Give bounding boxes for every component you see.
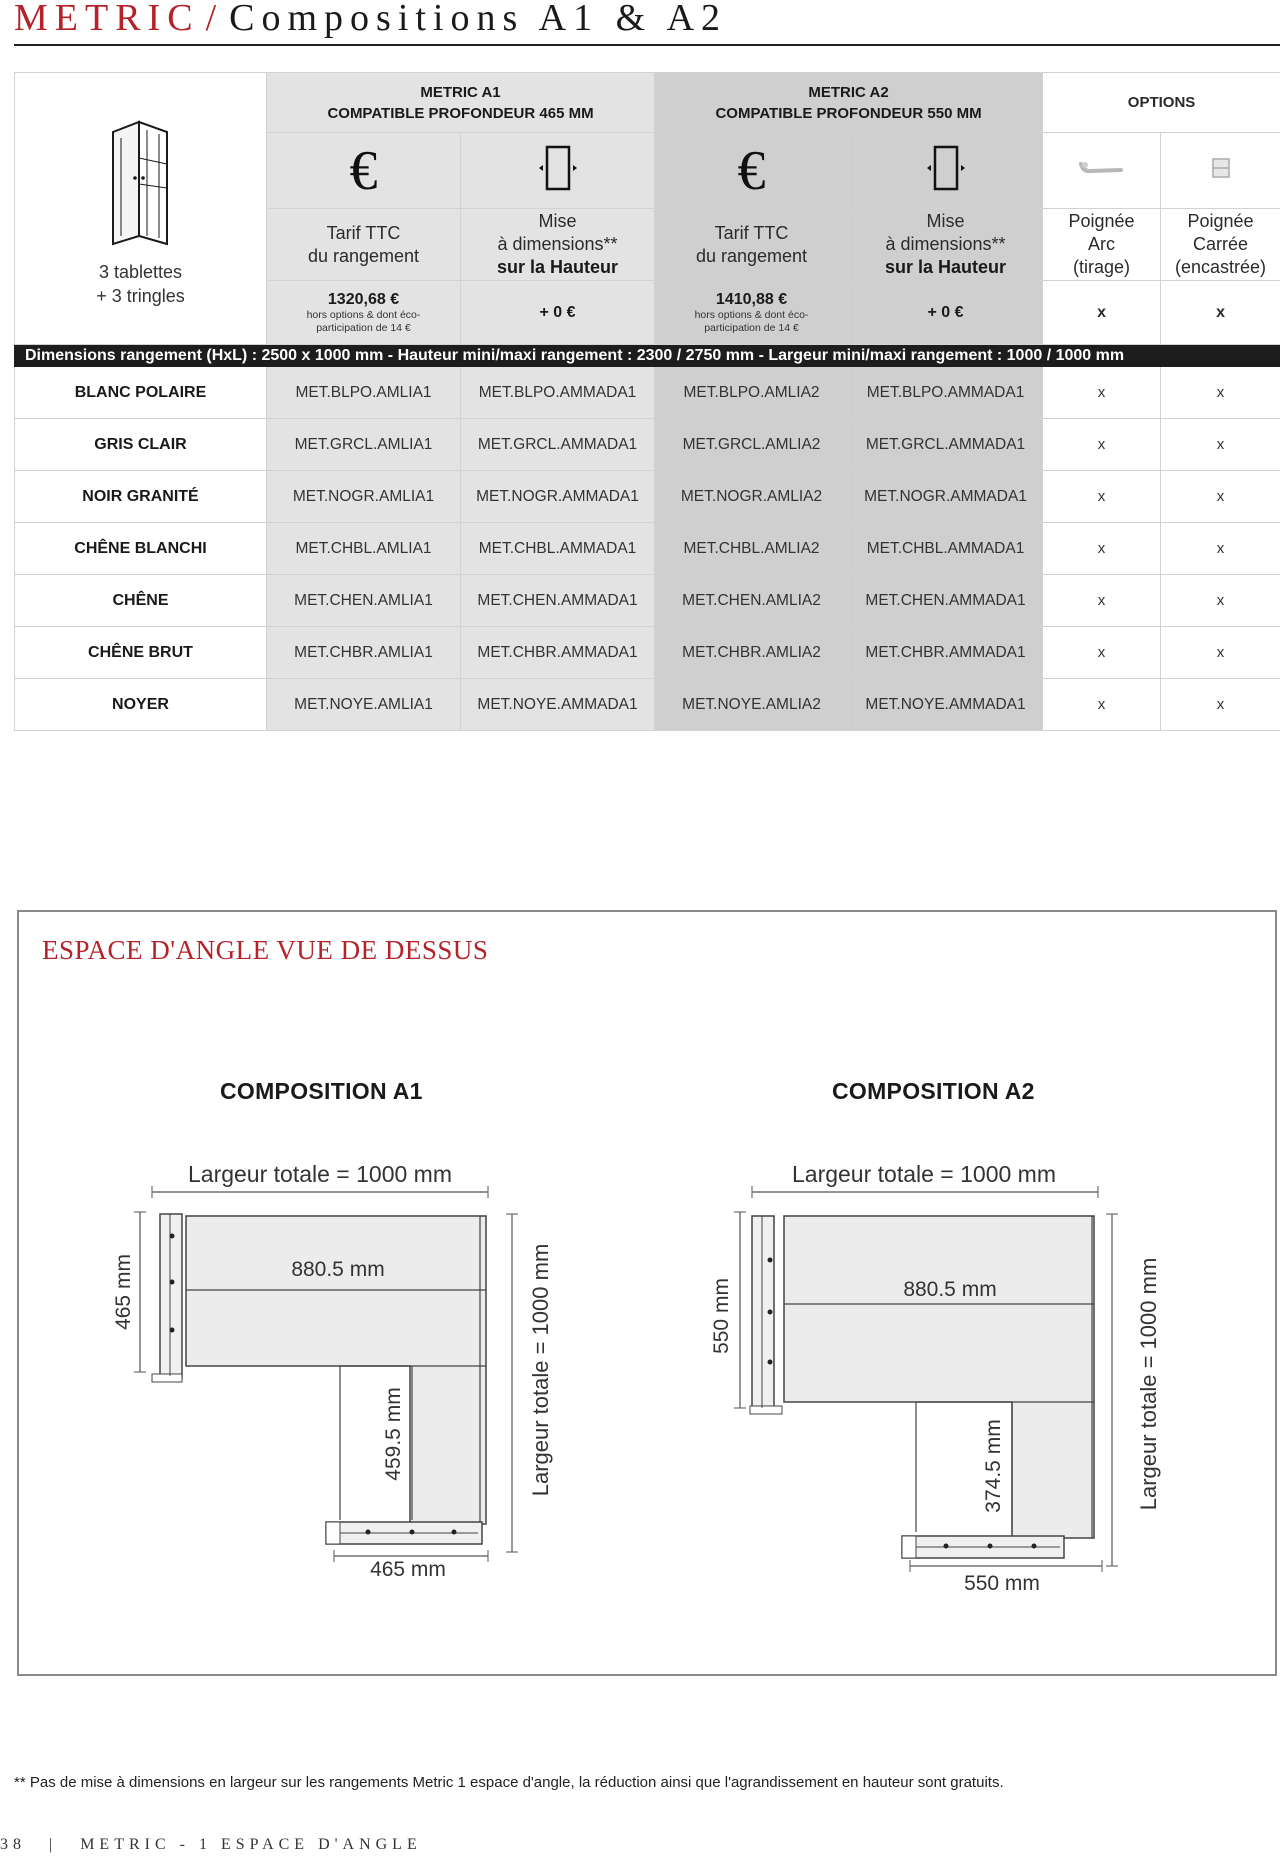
a2-price-note: hors options & dont éco- participation de 14 € (694, 308, 809, 334)
composition-a1-title: COMPOSITION A1 (220, 1078, 423, 1104)
a2-reference: MET.CHEN.AMLIA2 (682, 591, 821, 609)
a2-reference: MET.NOGR.AMLIA2 (680, 487, 823, 505)
a2-price: 1410,88 € (715, 290, 788, 308)
header-separator: / (205, 0, 224, 39)
carree-option: x (1216, 487, 1225, 505)
metric-a2-title: METRIC A2 (808, 83, 889, 101)
a1-inner-width: 880.5 mm (291, 1258, 385, 1281)
page-subtitle: Compositions A1 & A2 (229, 0, 728, 39)
a2-mise-reference: MET.CHEN.AMMADA1 (865, 591, 1026, 609)
carree-value: x (1216, 303, 1225, 321)
page-footer (0, 1836, 422, 1854)
a2-mise-reference: MET.CHBR.AMMADA1 (865, 643, 1026, 661)
carree-option: x (1216, 435, 1225, 453)
page-number: 38 (0, 1836, 26, 1853)
a2-inner-depth: 374.5 mm (982, 1419, 1005, 1513)
a1-reference: MET.GRCL.AMLIA1 (294, 435, 433, 453)
carree-option: x (1216, 539, 1225, 557)
options-title: OPTIONS (1127, 93, 1196, 111)
carree-option: x (1216, 383, 1225, 401)
dimensions-banner: Dimensions rangement (HxL) : 2500 x 1000 mm - Hauteur mini/maxi rangement : 2300 / 2750 mm - Largeur mini/maxi rangement : 1000 / 1000 mm (15, 345, 1280, 367)
a2-mise-text: Mise à dimensions** (885, 211, 1006, 254)
a1-depth: 465 mm (112, 1254, 135, 1330)
color-name: GRIS CLAIR (94, 435, 187, 453)
a1-reference: MET.NOYE.AMLIA1 (294, 695, 433, 713)
brand-title: METRIC (14, 0, 200, 39)
a1-largeur-side: Largeur totale = 1000 mm (528, 1243, 553, 1497)
a1-reference: MET.CHEN.AMLIA1 (294, 591, 433, 609)
a1-largeur-top: Largeur totale = 1000 mm (187, 1161, 453, 1187)
a2-mise-reference: MET.BLPO.AMMADA1 (866, 383, 1025, 401)
metric-a2-subtitle: COMPATIBLE PROFONDEUR 550 MM (715, 104, 982, 122)
a1-mise-bold: sur la Hauteur (496, 257, 619, 277)
footnote: ** Pas de mise à dimensions en largeur sur les rangements Metric 1 espace d'angle, la réduction ainsi que l'agrandissement en hauteur sont gratuits. (14, 1774, 1004, 1791)
metric-a1-title: METRIC A1 (420, 83, 501, 101)
a1-tarif-text: Tarif TTC du rangement (307, 222, 420, 266)
a2-reference: MET.CHBL.AMLIA2 (683, 539, 820, 557)
color-name: BLANC POLAIRE (74, 383, 207, 401)
color-name: NOYER (112, 695, 169, 713)
a1-mise-reference: MET.CHBL.AMMADA1 (478, 539, 637, 557)
a2-bottom: 550 mm (964, 1572, 1040, 1595)
product-content: 3 tablettes + 3 tringles (96, 261, 185, 306)
composition-a1-drawing (112, 1161, 553, 1581)
color-name: NOIR GRANITÉ (82, 487, 199, 505)
a1-mise-reference: MET.CHBR.AMMADA1 (477, 643, 638, 661)
a2-mise-reference: MET.NOGR.AMMADA1 (864, 487, 1027, 505)
a1-price: 1320,68 € (327, 290, 400, 308)
a1-reference: MET.CHBR.AMLIA1 (294, 643, 433, 661)
a1-mise-price: + 0 € (539, 303, 576, 321)
a1-bottom: 465 mm (370, 1558, 446, 1581)
a2-mise-price: + 0 € (927, 303, 964, 321)
a2-tarif-text: Tarif TTC du rangement (695, 222, 808, 266)
a2-mise-reference: MET.NOYE.AMMADA1 (865, 695, 1026, 713)
a2-mise-reference: MET.GRCL.AMMADA1 (865, 435, 1026, 453)
a2-reference: MET.CHBR.AMLIA2 (682, 643, 821, 661)
carree-option: x (1216, 695, 1225, 713)
arc-option: x (1097, 383, 1106, 401)
a1-inner-depth: 459.5 mm (382, 1387, 405, 1481)
a2-inner-width: 880.5 mm (903, 1278, 997, 1301)
a1-reference: MET.BLPO.AMLIA1 (295, 383, 432, 401)
a2-reference: MET.GRCL.AMLIA2 (682, 435, 821, 453)
color-name: CHÊNE (112, 591, 169, 609)
a2-reference: MET.NOYE.AMLIA2 (682, 695, 821, 713)
composition-a2-title: COMPOSITION A2 (832, 1078, 1035, 1104)
a1-mise-reference: MET.CHEN.AMMADA1 (477, 591, 638, 609)
carree-label: Poignée Carrée (encastrée) (1175, 211, 1267, 277)
footer-separator: | (49, 1836, 58, 1853)
composition-a2-drawing (710, 1161, 1161, 1595)
diagram-title: ESPACE D'ANGLE VUE DE DESSUS (42, 935, 489, 965)
arc-option: x (1097, 487, 1106, 505)
a1-price-note: hors options & dont éco- participation de 14 € (306, 308, 421, 334)
color-name: CHÊNE BRUT (88, 643, 193, 661)
a1-reference: MET.CHBL.AMLIA1 (295, 539, 432, 557)
carree-option: x (1216, 643, 1225, 661)
arc-option: x (1097, 643, 1106, 661)
euro-icon: € (737, 139, 766, 202)
arc-option: x (1097, 695, 1106, 713)
a2-reference: MET.BLPO.AMLIA2 (683, 383, 820, 401)
footer-text: METRIC - 1 ESPACE D'ANGLE (80, 1836, 422, 1853)
a2-largeur-side: Largeur totale = 1000 mm (1136, 1257, 1161, 1511)
a2-largeur-top: Largeur totale = 1000 mm (791, 1161, 1057, 1187)
a1-mise-reference: MET.GRCL.AMMADA1 (477, 435, 638, 453)
a1-mise-reference: MET.NOYE.AMMADA1 (477, 695, 638, 713)
arc-option: x (1097, 591, 1106, 609)
a2-mise-bold: sur la Hauteur (885, 257, 1007, 277)
arc-option: x (1097, 539, 1106, 557)
arc-option: x (1097, 435, 1106, 453)
a1-mise-text: Mise à dimensions** (497, 211, 618, 254)
arc-label: Poignée Arc (tirage) (1068, 211, 1135, 277)
a2-mise-reference: MET.CHBL.AMMADA1 (866, 539, 1025, 557)
carree-option: x (1216, 591, 1225, 609)
a1-reference: MET.NOGR.AMLIA1 (292, 487, 435, 505)
a1-mise-reference: MET.NOGR.AMMADA1 (476, 487, 639, 505)
metric-a1-subtitle: COMPATIBLE PROFONDEUR 465 MM (327, 104, 594, 122)
a1-mise-reference: MET.BLPO.AMMADA1 (478, 383, 637, 401)
color-name: CHÊNE BLANCHI (74, 539, 207, 557)
a2-depth: 550 mm (710, 1278, 733, 1354)
arc-value: x (1097, 303, 1106, 321)
euro-icon: € (349, 139, 378, 202)
